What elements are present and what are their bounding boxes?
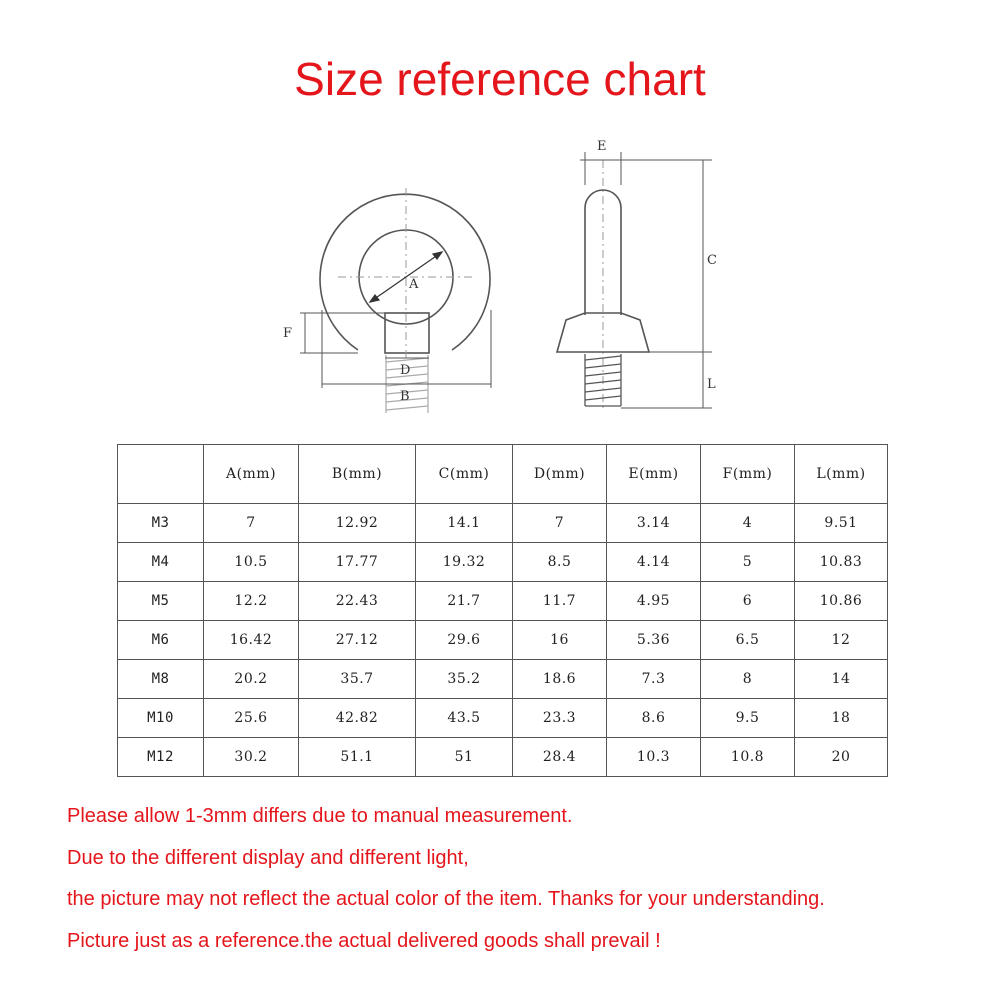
table-cell: 10.83 (795, 543, 888, 582)
table-cell: 7 (513, 504, 607, 543)
table-cell: 16.42 (204, 621, 299, 660)
label-e: E (597, 139, 607, 154)
eyebolt-technical-drawing (0, 130, 1000, 430)
table-cell: 14 (795, 660, 888, 699)
table-cell: 5.36 (607, 621, 701, 660)
header-cell-blank (118, 445, 204, 504)
size-table (117, 444, 888, 777)
table-cell: 18.6 (513, 660, 607, 699)
header-cell: E(mm) (607, 445, 701, 504)
dimension-f (300, 313, 385, 353)
header-cell: B(mm) (299, 445, 416, 504)
table-cell: 12.92 (299, 504, 416, 543)
row-size-label: M6 (118, 621, 204, 660)
table-cell: 3.14 (607, 504, 701, 543)
table-cell: 16 (513, 621, 607, 660)
label-f: F (283, 326, 293, 341)
table-cell: 10.8 (701, 738, 795, 777)
table-cell: 20 (795, 738, 888, 777)
note-line: Please allow 1-3mm differs due to manual measurement. (67, 805, 573, 827)
label-a: A (409, 277, 419, 292)
table-cell: 6 (701, 582, 795, 621)
row-size-label: M8 (118, 660, 204, 699)
table-cell: 4.14 (607, 543, 701, 582)
front-shank (385, 313, 429, 353)
table-cell: 30.2 (204, 738, 299, 777)
table-cell: 18 (795, 699, 888, 738)
label-b: B (400, 389, 410, 404)
row-size-label: M10 (118, 699, 204, 738)
table-row (118, 621, 888, 660)
table-row (118, 543, 888, 582)
row-size-label: M5 (118, 582, 204, 621)
table-cell: 42.82 (299, 699, 416, 738)
table-cell: 4 (701, 504, 795, 543)
table-cell: 17.77 (299, 543, 416, 582)
table-row (118, 699, 888, 738)
table-cell: 22.43 (299, 582, 416, 621)
dimension-c-l (612, 160, 712, 408)
table-cell: 7 (204, 504, 299, 543)
table-cell: 11.7 (513, 582, 607, 621)
table-cell: 20.2 (204, 660, 299, 699)
note-line: the picture may not reflect the actual color of the item. Thanks for your understanding. (67, 888, 825, 910)
table-cell: 23.3 (513, 699, 607, 738)
table-cell: 12.2 (204, 582, 299, 621)
table-cell: 4.95 (607, 582, 701, 621)
page-title: Size reference chart (294, 53, 706, 105)
table-cell: 10.86 (795, 582, 888, 621)
header-cell: D(mm) (513, 445, 607, 504)
row-size-label: M12 (118, 738, 204, 777)
table-cell: 8.6 (607, 699, 701, 738)
table-cell: 28.4 (513, 738, 607, 777)
row-size-label: M3 (118, 504, 204, 543)
table-cell: 8.5 (513, 543, 607, 582)
table-cell: 35.2 (416, 660, 513, 699)
table-cell: 51 (416, 738, 513, 777)
table-cell: 8 (701, 660, 795, 699)
table-cell: 12 (795, 621, 888, 660)
header-cell: C(mm) (416, 445, 513, 504)
table-cell: 43.5 (416, 699, 513, 738)
note-line: Picture just as a reference.the actual delivered goods shall prevail ! (67, 929, 661, 952)
table-cell: 27.12 (299, 621, 416, 660)
table-cell: 21.7 (416, 582, 513, 621)
table-cell: 10.3 (607, 738, 701, 777)
label-l: L (707, 377, 716, 392)
table-cell: 25.6 (204, 699, 299, 738)
table-header-row (118, 445, 888, 504)
eyebolt-diagram-svg (0, 130, 1000, 430)
table-row (118, 504, 888, 543)
header-cell: A(mm) (204, 445, 299, 504)
note-line: Due to the different display and different light, (67, 846, 469, 869)
row-size-label: M4 (118, 543, 204, 582)
table-row (118, 660, 888, 699)
table-cell: 5 (701, 543, 795, 582)
front-ring-outer (320, 194, 490, 350)
table-cell: 14.1 (416, 504, 513, 543)
table-cell: 9.5 (701, 699, 795, 738)
label-d: D (400, 363, 411, 378)
table-row (118, 738, 888, 777)
table-cell: 9.51 (795, 504, 888, 543)
header-cell: L(mm) (795, 445, 888, 504)
table-cell: 7.3 (607, 660, 701, 699)
table-cell: 10.5 (204, 543, 299, 582)
label-c: C (707, 253, 717, 268)
disclaimer-notes (67, 800, 987, 966)
table-cell: 35.7 (299, 660, 416, 699)
table-cell: 51.1 (299, 738, 416, 777)
table-row (118, 582, 888, 621)
table-cell: 29.6 (416, 621, 513, 660)
header-cell: F(mm) (701, 445, 795, 504)
table-cell: 6.5 (701, 621, 795, 660)
table-cell: 19.32 (416, 543, 513, 582)
